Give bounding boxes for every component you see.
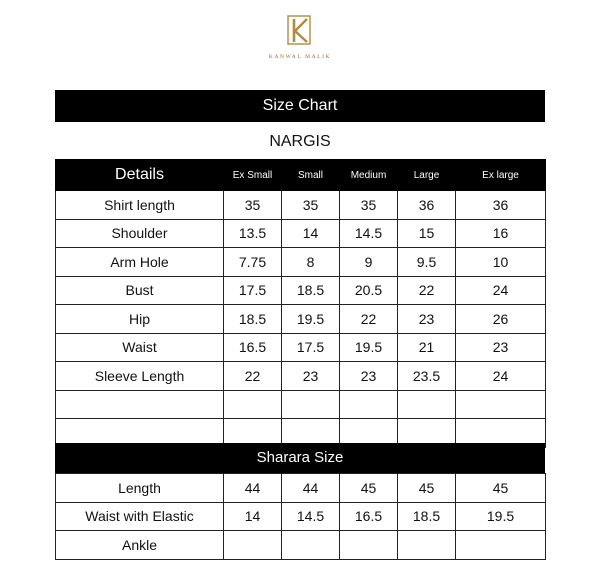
cell-value: 18.5 xyxy=(398,502,456,531)
header-medium: Medium xyxy=(340,160,398,191)
sharara-title: Sharara Size xyxy=(55,443,545,473)
row-label xyxy=(56,390,224,419)
cell-value xyxy=(456,531,546,560)
cell-value: 10 xyxy=(456,248,546,277)
header-large: Large xyxy=(398,160,456,191)
cell-value xyxy=(340,531,398,560)
cell-value: 15 xyxy=(398,219,456,248)
cell-value xyxy=(282,531,340,560)
brand-name: KANWAL MALIK xyxy=(268,54,332,60)
cell-value xyxy=(282,390,340,419)
cell-value: 14.5 xyxy=(340,219,398,248)
cell-value: 7.75 xyxy=(224,248,282,277)
row-label: Sleeve Length xyxy=(56,362,224,391)
cell-value: 16.5 xyxy=(224,333,282,362)
cell-value: 35 xyxy=(340,191,398,220)
header-ex-small: Ex Small xyxy=(224,160,282,191)
cell-value: 23 xyxy=(282,362,340,391)
cell-value: 45 xyxy=(340,474,398,503)
cell-value: 17.5 xyxy=(224,276,282,305)
cell-value: 45 xyxy=(456,474,546,503)
cell-value xyxy=(340,390,398,419)
cell-value: 17.5 xyxy=(282,333,340,362)
cell-value xyxy=(224,531,282,560)
k-monogram-icon xyxy=(285,14,315,50)
row-label: Length xyxy=(56,474,224,503)
cell-value: 9.5 xyxy=(398,248,456,277)
cell-value: 19.5 xyxy=(340,333,398,362)
table-row-empty xyxy=(56,390,546,419)
header-small: Small xyxy=(282,160,340,191)
table-row xyxy=(56,362,546,391)
table-row xyxy=(56,531,546,560)
cell-value: 36 xyxy=(398,191,456,220)
brand-logo xyxy=(0,14,600,66)
cell-value: 14.5 xyxy=(282,502,340,531)
cell-value: 24 xyxy=(456,276,546,305)
sharara-table xyxy=(55,473,546,560)
chart-title: Size Chart xyxy=(55,90,545,122)
cell-value xyxy=(398,390,456,419)
cell-value: 19.5 xyxy=(282,305,340,334)
cell-value: 20.5 xyxy=(340,276,398,305)
row-label: Hip xyxy=(56,305,224,334)
cell-value: 24 xyxy=(456,362,546,391)
table-row xyxy=(56,276,546,305)
cell-value: 22 xyxy=(224,362,282,391)
cell-value: 45 xyxy=(398,474,456,503)
cell-value: 23 xyxy=(456,333,546,362)
cell-value: 26 xyxy=(456,305,546,334)
cell-value: 44 xyxy=(224,474,282,503)
cell-value xyxy=(398,531,456,560)
header-details: Details xyxy=(56,160,224,191)
cell-value: 8 xyxy=(282,248,340,277)
cell-value: 44 xyxy=(282,474,340,503)
size-table xyxy=(55,159,546,448)
table-row xyxy=(56,191,546,220)
cell-value: 14 xyxy=(282,219,340,248)
row-label: Waist xyxy=(56,333,224,362)
cell-value: 36 xyxy=(456,191,546,220)
cell-value: 22 xyxy=(398,276,456,305)
product-name: NARGIS xyxy=(269,133,331,150)
cell-value: 16 xyxy=(456,219,546,248)
row-label: Shoulder xyxy=(56,219,224,248)
row-label: Bust xyxy=(56,276,224,305)
cell-value: 23 xyxy=(340,362,398,391)
cell-value: 21 xyxy=(398,333,456,362)
row-label: Shirt length xyxy=(56,191,224,220)
cell-value: 18.5 xyxy=(282,276,340,305)
cell-value: 16.5 xyxy=(340,502,398,531)
table-row xyxy=(56,474,546,503)
row-label: Arm Hole xyxy=(56,248,224,277)
cell-value: 19.5 xyxy=(456,502,546,531)
cell-value: 23 xyxy=(398,305,456,334)
table-row xyxy=(56,502,546,531)
row-label: Waist with Elastic xyxy=(56,502,224,531)
table-row xyxy=(56,333,546,362)
cell-value: 35 xyxy=(282,191,340,220)
cell-value: 14 xyxy=(224,502,282,531)
cell-value: 13.5 xyxy=(224,219,282,248)
cell-value: 9 xyxy=(340,248,398,277)
cell-value: 22 xyxy=(340,305,398,334)
table-row xyxy=(56,305,546,334)
cell-value xyxy=(224,390,282,419)
cell-value: 18.5 xyxy=(224,305,282,334)
cell-value: 35 xyxy=(224,191,282,220)
table-row xyxy=(56,219,546,248)
cell-value: 23.5 xyxy=(398,362,456,391)
row-label: Ankle xyxy=(56,531,224,560)
size-table-header xyxy=(56,160,546,191)
table-row xyxy=(56,248,546,277)
cell-value xyxy=(456,390,546,419)
header-ex-large: Ex large xyxy=(456,160,546,191)
